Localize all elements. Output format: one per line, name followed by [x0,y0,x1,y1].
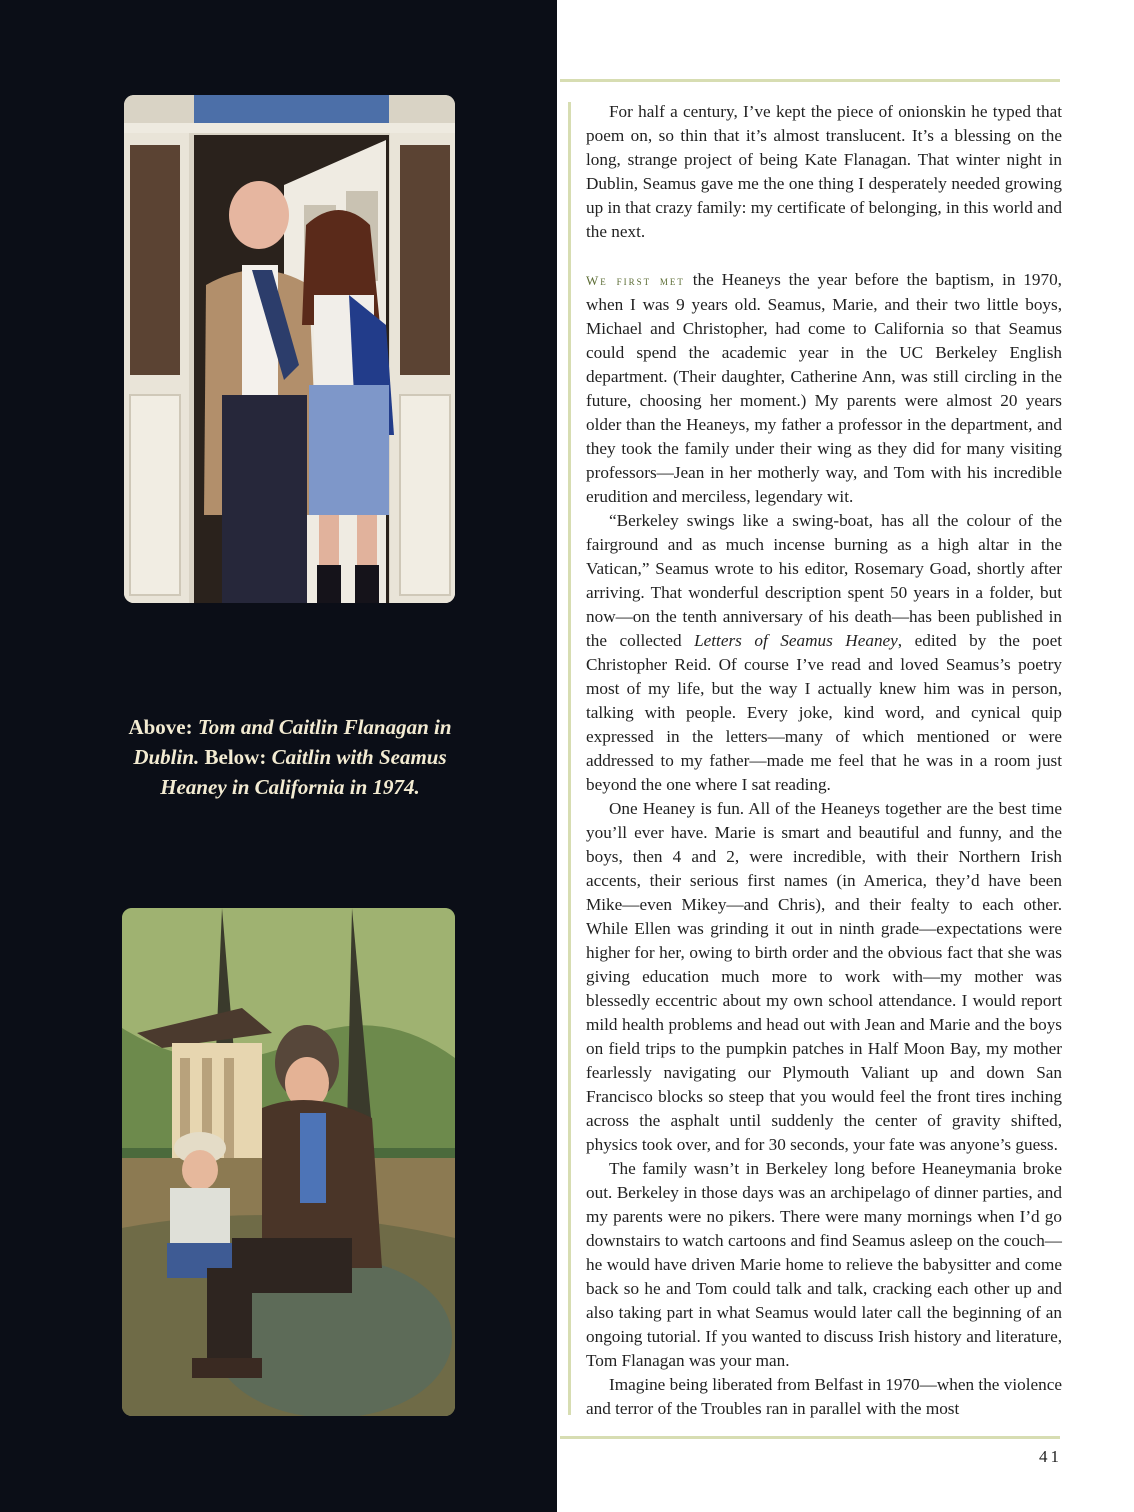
article-paragraph [586,509,1062,797]
article-column [586,100,1062,1421]
lead-in: We first met [586,273,685,288]
caption-above-text: Tom and Caitlin Flanagan in Dublin. [133,715,452,769]
caption-below-text: Caitlin with Seamus Heaney in California in 1974. [160,745,447,799]
book-title: Letters of Seamus Heaney [694,631,898,650]
photo-caption [120,712,460,802]
caption-above-label: Above: [128,715,193,739]
article-paragraph: For half a century, I’ve kept the piece of onionskin he typed that poem on, so thin that it’s almost translucent. It’s a blessing on the long, strange project of being Kate Flanagan. That winter night in Dublin, Seamus gave me the one thing I desperately needed growing up in that crazy family: my certificate of belonging, in this world and the next. [586,102,1062,241]
article-paragraph [586,268,1062,509]
left-photo-panel [0,0,557,1512]
column-side-bar [568,102,571,1415]
photo-caitlin-with-seamus-california [122,908,455,1416]
article-paragraph: Imagine being liberated from Belfast in 1970—when the violence and terror of the Troubles ran in parallel with the most [586,1375,1062,1418]
article-paragraph: The family wasn’t in Berkeley long before Heaneymania broke out. Berkeley in those days was an archipelago of dinner parties, and my parents were no pikers. There were many mornings when I’d go downstairs to watch cartoons and find Seamus asleep on the couch—he would have driven Marie home to relieve the babysitter and come back so he and Tom could talk and talk, cracking each other up and also taking part in what Seamus would later call the beginning of an ongoing tutorial. If you wanted to discuss Irish history and literature, Tom Flanagan was your man. [586,1159,1062,1370]
caption-below-label: Below: [204,745,267,769]
top-rule [560,79,1060,82]
article-paragraph-text: the Heaneys the year before the baptism, in 1970, when I was 9 years old. Seamus, Marie, and their two little boys, Michael and Christopher, had come to California so that Seamus could spend the academic year in the UC Berkeley English department. (Their daughter, Catherine Ann, was still circling in the future, choosing her moment.) My parents were almost 20 years older than the Heaneys, my father a professor in the department, and they took the family under their wing as they did for many visiting professors—Jean in her motherly way, and Tom with his incredible erudition and merciless, legendary wit. [586,270,1062,506]
photo-tom-and-caitlin-dublin [124,95,455,603]
article-paragraph: One Heaney is fun. All of the Heaneys together are the best time you’ll ever have. Marie is smart and beautiful and funny, and the boys, then 4 and 2, were incredible, with their Northern Irish accents, their serious first names (in America, they’d have been Mike—even Mikey—and Chris), and their fealty to each other. While Ellen was grinding it out in ninth grade—expectations were higher for her, owing to birth order and the obvious fact that she was giving education much more to work with—my mother was blessedly eccentric about my own school attendance. I would report mild health problems and head out with Jean and Marie and the boys on field trips to the pumpkin patches in Half Moon Bay, my mother fearlessly navigating our Plymouth Valiant up and down San Francisco blocks so steep that you would feel the front tires inching across the asphalt until suddenly the center of gravity shifted, physics took over, and for 30 seconds, your fate was anyone’s guess. [586,799,1062,1154]
article-paragraph-text: , edited by the poet Christopher Reid. Of course I’ve read and loved Seamus’s poetry most of my life, but the way I actually knew him was in person, talking with people. Every joke, kind word, and cynical quip expressed in the letters—many of which mentioned or were addressed to my father—made me feel that he was in a room just beyond the one where I sat reading. [586,631,1062,794]
bottom-rule [560,1436,1060,1439]
page-number: 41 [1039,1447,1062,1466]
article-paragraph-text: “Berkeley swings like a swing-boat, has all the colour of the fairground and as much incense burning as a high altar in the Vatican,” Seamus wrote to his editor, Rosemary Goad, shortly after arriving. That wonderful description spent 50 years in a folder, but now—on the tenth anniversary of his death—has been published in the collected [586,511,1062,650]
